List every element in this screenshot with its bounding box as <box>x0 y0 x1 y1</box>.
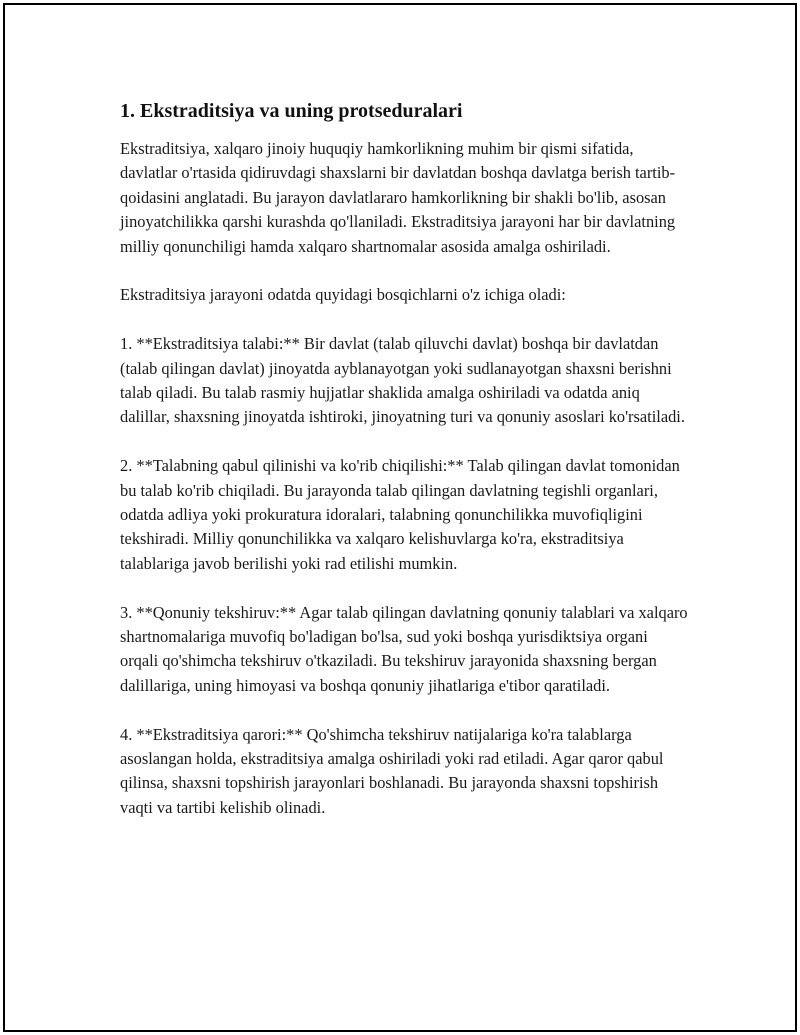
document-page <box>3 3 797 1032</box>
paragraph-stage-2: 2. **Talabning qabul qilinishi va ko'rib chiqilishi:** Talab qilingan davlat tomonidan bu talab ko'rib chiqiladi. Bu jarayonda talab qilingan davlatning tegishli organlari, odatda adliya yoki prokuratura idoralari, talabning qonunchilikka muvofiqligini tekshiradi. Milliy qonunchilikka va xalqaro kelishuvlarga ko'ra, ekstraditsiya talablariga javob berilishi yoki rad etilishi mumkin. <box>120 456 680 573</box>
paragraph-stages-intro: Ekstraditsiya jarayoni odatda quyidagi bosqichlarni o'z ichiga oladi: <box>120 285 566 305</box>
document-body <box>120 99 690 845</box>
section-title: 1. Ekstraditsiya va uning protseduralari <box>120 100 463 122</box>
paragraph-stage-1: 1. **Ekstraditsiya talabi:** Bir davlat (talab qiluvchi davlat) boshqa bir davlatdan (talab qilingan davlat) jinoyatda ayblanayotgan yoki sudlanayotgan shaxsni berishni talab qiladi. Bu talab rasmiy hujjatlar shaklida amalga oshiriladi va odatda aniq dalillar, shaxsning jinoyatda ishtiroki, jinoyatning turi va qonuniy asoslari ko'rsatiladi. <box>120 334 685 427</box>
paragraph-stage-3: 3. **Qonuniy tekshiruv:** Agar talab qilingan davlatning qonuniy talablari va xalqaro shartnomalariga muvofiq bo'ladigan bo'lsa, sud yoki boshqa yurisdiktsiya organi orqali qo'shimcha tekshiruv o'tkaziladi. Bu tekshiruv jarayonida shaxsning bergan dalillariga, uning himoyasi va boshqa qonuniy jihatlariga e'tibor qaratiladi. <box>120 602 688 695</box>
paragraph-intro: Ekstraditsiya, xalqaro jinoiy huquqiy hamkorlikning muhim bir qismi sifatida, davlatlar o'rtasida qidiruvdagi shaxslarni bir davlatdan boshqa davlatga berish tartib-qoidasini anglatadi. Bu jarayon davlatlararo hamkorlikning bir shakli bo'lib, asosan jinoyatchilikka qarshi kurashda qo'llaniladi. Ekstraditsiya jarayoni har bir davlatning milliy qonunchiligi hamda xalqaro shartnomalar asosida amalga oshiriladi. <box>120 139 676 256</box>
paragraph-stage-4: 4. **Ekstraditsiya qarori:** Qo'shimcha tekshiruv natijalariga ko'ra talablarga asoslangan holda, ekstraditsiya amalga oshiriladi yoki rad etiladi. Agar qaror qabul qilinsa, shaxsni topshirish jarayonlari boshlanadi. Bu jarayonda shaxsni topshirish vaqti va tartibi kelishib olinadi. <box>120 724 664 817</box>
